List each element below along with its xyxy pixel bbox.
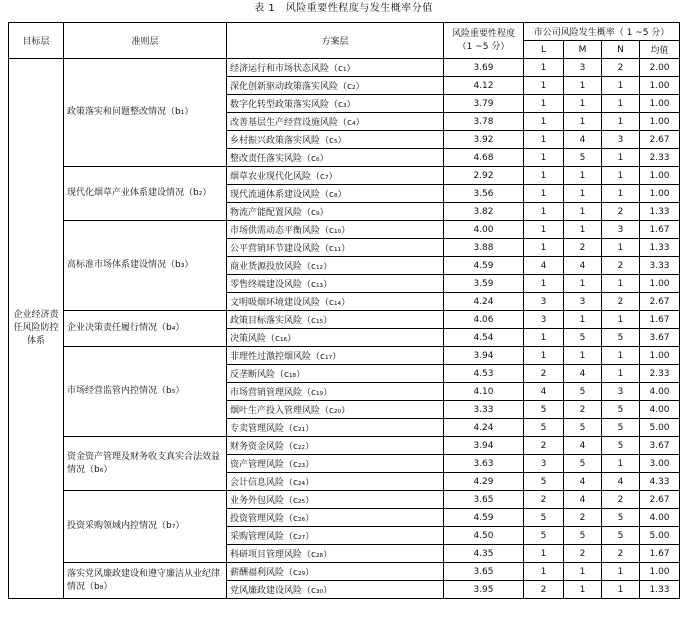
criteria-cell: 资金资产管理及财务收支真实合法效益情况（b₆） <box>64 437 227 491</box>
importance-cell: 3.95 <box>444 581 524 599</box>
n-cell: 1 <box>602 185 640 203</box>
n-cell: 1 <box>602 167 640 185</box>
criteria-cell: 投资采购领域内控情况（b₇） <box>64 491 227 563</box>
plan-cell: 文明吸烟环境建设风险（c₁₄） <box>227 293 444 311</box>
goal-cell: 企业经济责任风险防控体系 <box>9 59 64 599</box>
mean-cell: 1.00 <box>640 167 680 185</box>
n-cell: 5 <box>602 329 640 347</box>
plan-cell: 业务外包风险（c₂₅） <box>227 491 444 509</box>
n-cell: 2 <box>602 203 640 221</box>
l-cell: 3 <box>524 311 564 329</box>
n-cell: 5 <box>602 437 640 455</box>
table-title: 表 1 风险重要性程度与发生概率分值 <box>254 3 433 14</box>
mean-cell: 1.00 <box>640 95 680 113</box>
mean-cell: 1.00 <box>640 347 680 365</box>
mean-cell: 2.00 <box>640 59 680 77</box>
m-cell: 1 <box>564 185 602 203</box>
header-M: M <box>564 41 602 59</box>
plan-cell: 整改责任落实风险（c₆） <box>227 149 444 167</box>
m-cell: 5 <box>564 527 602 545</box>
mean-cell: 1.00 <box>640 275 680 293</box>
mean-cell: 1.00 <box>640 185 680 203</box>
l-cell: 1 <box>524 545 564 563</box>
importance-cell: 3.69 <box>444 59 524 77</box>
mean-cell: 5.00 <box>640 527 680 545</box>
mean-cell: 1.00 <box>640 113 680 131</box>
header-importance: 风险重要性程度（1 ~5 分） <box>444 23 524 59</box>
m-cell: 1 <box>564 95 602 113</box>
importance-cell: 3.56 <box>444 185 524 203</box>
mean-cell: 4.00 <box>640 401 680 419</box>
n-cell: 2 <box>602 59 640 77</box>
m-cell: 2 <box>564 239 602 257</box>
m-cell: 1 <box>564 275 602 293</box>
m-cell: 2 <box>564 401 602 419</box>
l-cell: 5 <box>524 401 564 419</box>
mean-cell: 1.67 <box>640 221 680 239</box>
mean-cell: 2.67 <box>640 293 680 311</box>
plan-cell: 非理性过激控烟风险（c₁₇） <box>227 347 444 365</box>
plan-cell: 商业货源投放风险（c₁₂） <box>227 257 444 275</box>
l-cell: 1 <box>524 563 564 581</box>
n-cell: 3 <box>602 131 640 149</box>
n-cell: 1 <box>602 95 640 113</box>
m-cell: 1 <box>564 77 602 95</box>
l-cell: 2 <box>524 437 564 455</box>
importance-cell: 4.00 <box>444 221 524 239</box>
importance-cell: 4.50 <box>444 527 524 545</box>
importance-cell: 3.88 <box>444 239 524 257</box>
l-cell: 2 <box>524 581 564 599</box>
importance-cell: 2.92 <box>444 167 524 185</box>
m-cell: 3 <box>564 59 602 77</box>
criteria-cell: 企业决策责任履行情况（b₄） <box>64 311 227 347</box>
mean-cell: 4.00 <box>640 509 680 527</box>
n-cell: 1 <box>602 77 640 95</box>
l-cell: 1 <box>524 203 564 221</box>
mean-cell: 5.00 <box>640 419 680 437</box>
header-N: N <box>602 41 640 59</box>
l-cell: 1 <box>524 95 564 113</box>
plan-cell: 物流产能配置风险（c₉） <box>227 203 444 221</box>
mean-cell: 1.33 <box>640 239 680 257</box>
importance-cell: 3.59 <box>444 275 524 293</box>
plan-cell: 会计信息风险（c₂₄） <box>227 473 444 491</box>
header-plan: 方案层 <box>227 23 444 59</box>
plan-cell: 公平营销环节建设风险（c₁₁） <box>227 239 444 257</box>
plan-cell: 经济运行和市场状态风险（c₁） <box>227 59 444 77</box>
m-cell: 1 <box>564 311 602 329</box>
m-cell: 1 <box>564 563 602 581</box>
plan-cell: 市场供需动态平衡风险（c₁₀） <box>227 221 444 239</box>
importance-cell: 3.78 <box>444 113 524 131</box>
importance-cell: 4.59 <box>444 257 524 275</box>
m-cell: 1 <box>564 113 602 131</box>
header-goal: 目标层 <box>9 23 64 59</box>
m-cell: 4 <box>564 437 602 455</box>
l-cell: 5 <box>524 527 564 545</box>
n-cell: 2 <box>602 545 640 563</box>
criteria-cell: 高标准市场体系建设情况（b₃） <box>64 221 227 311</box>
n-cell: 1 <box>602 113 640 131</box>
importance-cell: 4.06 <box>444 311 524 329</box>
mean-cell: 2.67 <box>640 131 680 149</box>
table-body <box>9 59 680 599</box>
l-cell: 1 <box>524 221 564 239</box>
m-cell: 4 <box>564 491 602 509</box>
importance-cell: 3.82 <box>444 203 524 221</box>
importance-cell: 4.68 <box>444 149 524 167</box>
header-probability: 市公司风险发生概率（ 1 ~5 分） <box>524 23 680 41</box>
table-row <box>9 221 680 239</box>
n-cell: 1 <box>602 239 640 257</box>
table-row <box>9 437 680 455</box>
importance-cell: 4.35 <box>444 545 524 563</box>
n-cell: 1 <box>602 275 640 293</box>
n-cell: 1 <box>602 563 640 581</box>
l-cell: 1 <box>524 131 564 149</box>
l-cell: 1 <box>524 149 564 167</box>
l-cell: 1 <box>524 167 564 185</box>
importance-cell: 3.94 <box>444 437 524 455</box>
plan-cell: 深化创新驱动政策落实风险（c₂） <box>227 77 444 95</box>
header-mean: 均值 <box>640 41 680 59</box>
importance-cell: 3.63 <box>444 455 524 473</box>
mean-cell: 1.33 <box>640 203 680 221</box>
header-criteria: 准则层 <box>64 23 227 59</box>
plan-cell: 薪酬福利风险（c₂₉） <box>227 563 444 581</box>
importance-cell: 3.79 <box>444 95 524 113</box>
mean-cell: 3.00 <box>640 455 680 473</box>
risk-table <box>8 22 680 599</box>
importance-cell: 4.29 <box>444 473 524 491</box>
plan-cell: 改善基层生产经营设施风险（c₄） <box>227 113 444 131</box>
importance-cell: 4.54 <box>444 329 524 347</box>
n-cell: 2 <box>602 257 640 275</box>
m-cell: 4 <box>564 365 602 383</box>
n-cell: 1 <box>602 365 640 383</box>
mean-cell: 2.33 <box>640 365 680 383</box>
importance-cell: 3.33 <box>444 401 524 419</box>
importance-cell: 3.94 <box>444 347 524 365</box>
l-cell: 5 <box>524 473 564 491</box>
importance-cell: 4.12 <box>444 77 524 95</box>
n-cell: 1 <box>602 347 640 365</box>
plan-cell: 烟叶生产投入管理风险（c₂₀） <box>227 401 444 419</box>
l-cell: 4 <box>524 257 564 275</box>
l-cell: 1 <box>524 347 564 365</box>
plan-cell: 党风廉政建设风险（c₃₀） <box>227 581 444 599</box>
importance-cell: 4.24 <box>444 419 524 437</box>
mean-cell: 1.67 <box>640 545 680 563</box>
plan-cell: 资产管理风险（c₂₃） <box>227 455 444 473</box>
l-cell: 2 <box>524 491 564 509</box>
m-cell: 5 <box>564 419 602 437</box>
mean-cell: 4.33 <box>640 473 680 491</box>
table-row <box>9 59 680 77</box>
n-cell: 1 <box>602 149 640 167</box>
l-cell: 3 <box>524 455 564 473</box>
criteria-cell: 落实党风廉政建设和遵守廉洁从业纪律情况（b₈） <box>64 563 227 599</box>
importance-cell: 3.65 <box>444 563 524 581</box>
plan-cell: 市场营销管理风险（c₁₉） <box>227 383 444 401</box>
m-cell: 4 <box>564 257 602 275</box>
n-cell: 1 <box>602 311 640 329</box>
criteria-cell: 现代化烟草产业体系建设情况（b₂） <box>64 167 227 221</box>
l-cell: 1 <box>524 59 564 77</box>
plan-cell: 烟草农业现代化风险（c₇） <box>227 167 444 185</box>
m-cell: 2 <box>564 509 602 527</box>
header-row-1 <box>9 23 680 41</box>
importance-cell: 3.65 <box>444 491 524 509</box>
n-cell: 5 <box>602 419 640 437</box>
importance-cell: 4.59 <box>444 509 524 527</box>
criteria-cell: 政策落实和问题整改情况（b₁） <box>64 59 227 167</box>
mean-cell: 3.67 <box>640 329 680 347</box>
n-cell: 4 <box>602 473 640 491</box>
n-cell: 3 <box>602 383 640 401</box>
importance-cell: 4.24 <box>444 293 524 311</box>
n-cell: 2 <box>602 293 640 311</box>
n-cell: 2 <box>602 491 640 509</box>
criteria-cell: 市场经营监管内控情况（b₅） <box>64 347 227 437</box>
n-cell: 5 <box>602 509 640 527</box>
importance-cell: 4.10 <box>444 383 524 401</box>
mean-cell: 3.67 <box>640 437 680 455</box>
mean-cell: 1.00 <box>640 77 680 95</box>
mean-cell: 1.33 <box>640 581 680 599</box>
plan-cell: 财务资金风险（c₂₂） <box>227 437 444 455</box>
m-cell: 4 <box>564 473 602 491</box>
l-cell: 1 <box>524 185 564 203</box>
l-cell: 1 <box>524 275 564 293</box>
table-row <box>9 491 680 509</box>
mean-cell: 4.00 <box>640 383 680 401</box>
l-cell: 3 <box>524 293 564 311</box>
m-cell: 4 <box>564 131 602 149</box>
n-cell: 5 <box>602 527 640 545</box>
l-cell: 1 <box>524 113 564 131</box>
l-cell: 5 <box>524 419 564 437</box>
l-cell: 1 <box>524 239 564 257</box>
plan-cell: 专卖管理风险（c₂₁） <box>227 419 444 437</box>
table-row <box>9 347 680 365</box>
table-row <box>9 311 680 329</box>
m-cell: 1 <box>564 221 602 239</box>
plan-cell: 采购管理风险（c₂₇） <box>227 527 444 545</box>
l-cell: 5 <box>524 509 564 527</box>
table-row <box>9 167 680 185</box>
table-row <box>9 563 680 581</box>
m-cell: 3 <box>564 293 602 311</box>
mean-cell: 1.67 <box>640 311 680 329</box>
m-cell: 5 <box>564 149 602 167</box>
plan-cell: 投资管理风险（c₂₆） <box>227 509 444 527</box>
l-cell: 2 <box>524 365 564 383</box>
m-cell: 1 <box>564 347 602 365</box>
m-cell: 5 <box>564 383 602 401</box>
l-cell: 4 <box>524 383 564 401</box>
m-cell: 5 <box>564 455 602 473</box>
plan-cell: 数字化转型政策落实风险（c₃） <box>227 95 444 113</box>
plan-cell: 科研项目管理风险（c₂₈） <box>227 545 444 563</box>
l-cell: 1 <box>524 77 564 95</box>
n-cell: 1 <box>602 455 640 473</box>
plan-cell: 现代流通体系建设风险（c₈） <box>227 185 444 203</box>
n-cell: 5 <box>602 401 640 419</box>
l-cell: 1 <box>524 329 564 347</box>
mean-cell: 2.67 <box>640 491 680 509</box>
plan-cell: 政策目标落实风险（c₁₅） <box>227 311 444 329</box>
plan-cell: 乡村振兴政策落实风险（c₅） <box>227 131 444 149</box>
plan-cell: 决策风险（c₁₆） <box>227 329 444 347</box>
m-cell: 5 <box>564 329 602 347</box>
mean-cell: 3.33 <box>640 257 680 275</box>
n-cell: 1 <box>602 581 640 599</box>
header-L: L <box>524 41 564 59</box>
importance-cell: 3.92 <box>444 131 524 149</box>
mean-cell: 1.00 <box>640 563 680 581</box>
m-cell: 2 <box>564 545 602 563</box>
mean-cell: 2.33 <box>640 149 680 167</box>
plan-cell: 反垄断风险（c₁₈） <box>227 365 444 383</box>
importance-cell: 4.53 <box>444 365 524 383</box>
m-cell: 1 <box>564 203 602 221</box>
m-cell: 1 <box>564 167 602 185</box>
plan-cell: 零售终端建设风险（c₁₃） <box>227 275 444 293</box>
n-cell: 3 <box>602 221 640 239</box>
m-cell: 1 <box>564 581 602 599</box>
